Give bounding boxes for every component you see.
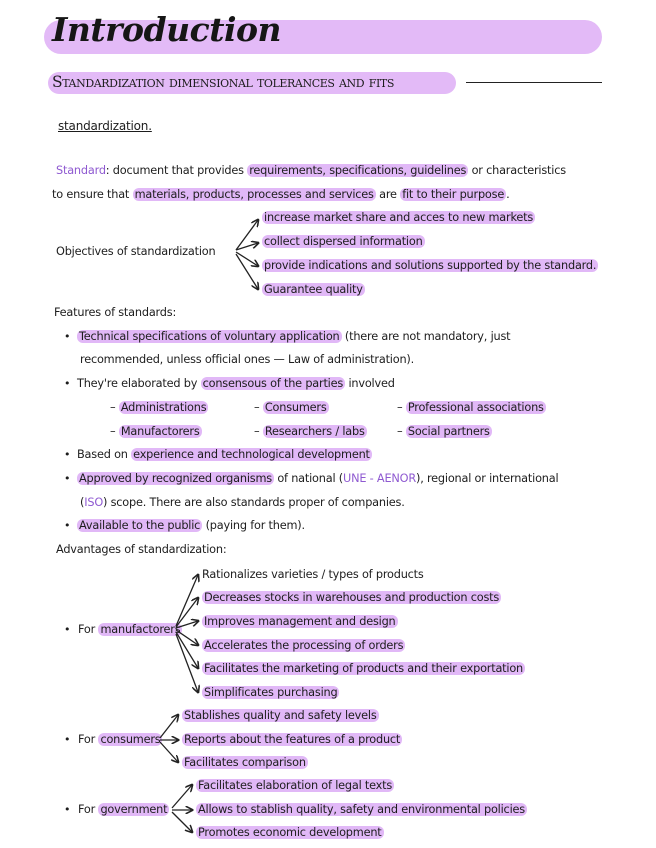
arrow-icon — [236, 252, 258, 266]
subtitle-rule — [466, 82, 602, 83]
arrow-icon — [172, 785, 192, 808]
arrow-icon — [236, 220, 258, 250]
highlight: Reports about the features of a product — [184, 733, 401, 746]
bullet-icon: • — [64, 733, 71, 746]
text: of national ( — [273, 472, 343, 485]
section-heading: standardization. — [58, 119, 152, 133]
arrow-icon — [176, 634, 198, 692]
text: involved — [345, 377, 395, 390]
feature-item — [77, 448, 372, 462]
bullet-icon: • — [64, 377, 71, 390]
text: Based on — [77, 448, 132, 461]
highlight: consensous of the parties — [202, 377, 344, 390]
text: : document that provides — [105, 164, 248, 177]
features-heading: Features of standards: — [54, 306, 177, 319]
standard-definition-line2 — [52, 188, 509, 202]
bullet-icon: • — [64, 330, 71, 343]
feature-item — [77, 330, 510, 344]
text: are — [375, 188, 401, 201]
party-item: – Researchers / labs — [254, 425, 365, 438]
manufacturer-advantage: Rationalizes varieties / types of products — [202, 568, 424, 581]
highlight: consumers — [100, 733, 161, 746]
arrow-icon — [160, 742, 178, 762]
bullet-icon: • — [64, 623, 71, 636]
text: . — [506, 188, 510, 201]
feature-item — [77, 519, 305, 533]
arrow-icon — [236, 254, 258, 289]
party-item: – Consumers — [254, 401, 327, 414]
party-item: – Professional associations — [397, 401, 544, 414]
page-subtitle: Standardization dimensional tolerances and fits — [52, 73, 394, 91]
highlight: government — [100, 803, 168, 816]
standard-definition-line1 — [56, 164, 566, 178]
consumer-advantage — [182, 733, 402, 747]
organism-name: ISO — [84, 496, 104, 509]
page-title: Introduction — [52, 10, 282, 49]
bullet-icon: • — [64, 472, 71, 485]
highlight: Administrations — [120, 401, 207, 414]
feature-item-cont: recommended, unless official ones — Law of administration). — [80, 353, 415, 366]
highlight: Facilitates comparison — [184, 756, 306, 769]
highlight: Social partners — [407, 425, 490, 438]
highlight: Facilitates the marketing of products and their exportation — [204, 662, 524, 675]
text: (paying for them). — [202, 519, 305, 532]
consumer-advantage — [182, 756, 308, 770]
objective-item — [262, 283, 365, 297]
feature-item — [77, 472, 558, 486]
highlight: Promotes economic development — [198, 826, 382, 839]
highlight: Consumers — [264, 401, 327, 414]
highlight: Simplificates purchasing — [204, 686, 338, 699]
government-advantage — [196, 779, 394, 793]
highlight: Improves management and design — [204, 615, 396, 628]
party-item: – Administrations — [110, 401, 207, 414]
feature-item-cont — [80, 496, 405, 510]
highlight: Manufactorers — [120, 425, 200, 438]
government-advantage — [196, 803, 527, 817]
bullet-icon: • — [64, 519, 71, 532]
highlight: Accelerates the processing of orders — [204, 639, 404, 652]
text: ), regional or international — [415, 472, 559, 485]
arrow-icon — [176, 575, 198, 626]
manufacturer-advantage — [202, 639, 405, 653]
highlight: Allows to stablish quality, safety and environmental policies — [198, 803, 525, 816]
highlight: requirements, specifications, guidelines — [249, 164, 467, 177]
advantages-heading: Advantages of standardization: — [56, 543, 227, 556]
government-label — [78, 803, 169, 817]
standard-term: Standard — [56, 164, 106, 177]
text: or characteristics — [468, 164, 566, 177]
arrow-icon — [160, 715, 178, 738]
highlight: fit to their purpose — [402, 188, 505, 201]
manufacturers-label — [78, 623, 182, 637]
highlight: manufactorers — [100, 623, 181, 636]
arrow-icon — [172, 812, 192, 832]
manufacturer-advantage — [202, 686, 339, 700]
objective-item — [262, 235, 425, 249]
arrow-icon — [236, 243, 258, 250]
objective-item — [262, 211, 535, 225]
text: For — [78, 623, 99, 636]
highlight: Professional associations — [407, 401, 544, 414]
highlight: Technical specifications of voluntary application — [79, 330, 340, 343]
highlight: materials, products, processes and services — [134, 188, 374, 201]
organism-name: UNE - AENOR — [343, 472, 416, 485]
highlight: Guarantee quality — [264, 283, 363, 296]
bullet-icon: • — [64, 448, 71, 461]
text: For — [78, 733, 99, 746]
manufacturer-advantage — [202, 615, 398, 629]
text: For — [78, 803, 99, 816]
text: (there are not mandatory, just — [341, 330, 511, 343]
arrow-icon — [176, 632, 198, 668]
highlight: Stablishes quality and safety levels — [184, 709, 377, 722]
text: They're elaborated by — [77, 377, 201, 390]
government-advantage — [196, 826, 384, 840]
feature-item — [77, 377, 395, 391]
highlight: provide indications and solutions supported by the standard. — [264, 259, 597, 272]
highlight: collect dispersed information — [264, 235, 423, 248]
highlight: Facilitates elaboration of legal texts — [198, 779, 393, 792]
highlight: Available to the public — [79, 519, 201, 532]
consumers-label — [78, 733, 162, 747]
text: ( — [80, 496, 85, 509]
objective-item — [262, 259, 598, 273]
objectives-label: Objectives of standardization — [56, 245, 216, 258]
highlight: Approved by recognized organisms — [79, 472, 272, 485]
manufacturer-advantage — [202, 591, 501, 605]
highlight: Decreases stocks in warehouses and production costs — [204, 591, 500, 604]
highlight: increase market share and acces to new markets — [264, 211, 534, 224]
bullet-icon: • — [64, 803, 71, 816]
text: to ensure that — [52, 188, 133, 201]
highlight: Researchers / labs — [264, 425, 365, 438]
manufacturer-advantage — [202, 662, 525, 676]
consumer-advantage — [182, 709, 379, 723]
highlight: experience and technological development — [133, 448, 370, 461]
party-item: – Social partners — [397, 425, 490, 438]
party-item: – Manufactorers — [110, 425, 200, 438]
text: ) scope. There are also standards proper of companies. — [103, 496, 405, 509]
